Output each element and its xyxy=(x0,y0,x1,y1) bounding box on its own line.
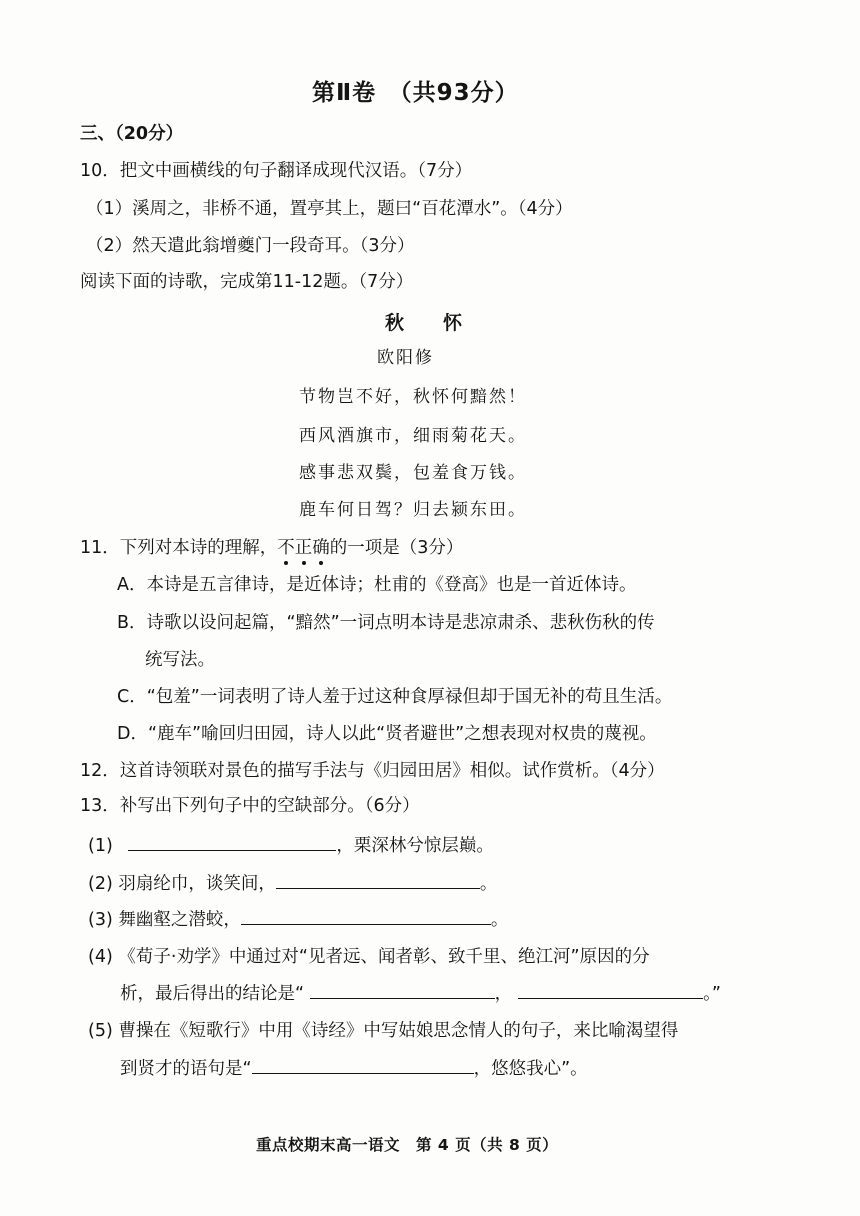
question-11-stem-end: 的一项是（3分） xyxy=(329,538,464,558)
fill-in-blank[interactable] xyxy=(518,980,703,999)
page-footer: 重点校期末高一语文 第 4 页（共 8 页） xyxy=(256,1136,559,1154)
emphasis-dot-char: 不 xyxy=(277,535,295,561)
question-11-option-a: A．本诗是五言律诗，是近体诗；杜甫的《登高》也是一首近体诗。 xyxy=(117,575,637,595)
question-13-item-1 xyxy=(88,832,494,859)
emphasis-dot-char: 正 xyxy=(295,535,313,561)
item-number: (4) xyxy=(88,947,113,967)
question-10-stem: 10．把文中画横线的句子翻译成现代汉语。（7分） xyxy=(80,161,473,181)
item-text: 羽扇纶巾，谈笑间， xyxy=(118,874,276,894)
question-13-item-4-line-1 xyxy=(88,944,650,970)
item-text: 。 xyxy=(490,910,509,930)
fill-in-blank[interactable] xyxy=(310,980,495,999)
poem-line-2: 西风酒旗市，细雨菊花天。 xyxy=(299,426,527,446)
item-text: 《荀子·劝学》中通过对“见者远、闻者彰、致千里、绝江河”原因的分 xyxy=(118,947,650,967)
question-11-stem xyxy=(80,535,463,561)
fill-in-blank[interactable] xyxy=(276,870,480,889)
question-13-stem: 13．补写出下列句子中的空缺部分。（6分） xyxy=(80,796,420,816)
item-text: 舞幽壑之潜蛟， xyxy=(118,910,241,930)
item-text: ，悠悠我心”。 xyxy=(473,1059,588,1079)
section-title: 第Ⅱ卷 （共93分） xyxy=(312,80,519,106)
item-text: 。” xyxy=(703,984,721,1004)
question-10-item-2: （2）然天遣此翁增夔门一段奇耳。（3分） xyxy=(86,236,415,256)
item-text: ，栗深林兮惊层巅。 xyxy=(336,836,494,856)
fill-in-blank[interactable] xyxy=(252,1055,474,1074)
poem-title: 秋 怀 xyxy=(385,312,473,334)
poem-line-1: 节物岂不好，秋怀何黯然！ xyxy=(299,387,527,407)
section-three-heading: 三、（20分） xyxy=(80,124,184,144)
poem-reading-instruction: 阅读下面的诗歌，完成第11-12题。（7分） xyxy=(80,272,414,292)
item-number: (2) xyxy=(88,874,113,894)
question-11-option-c: C．“包羞”一词表明了诗人羞于过这种食厚禄但却于国无补的苟且生活。 xyxy=(117,687,673,707)
question-13-item-5-line-2 xyxy=(120,1055,588,1082)
question-11-stem-start: 11．下列对本诗的理解， xyxy=(80,538,278,558)
question-13-item-4-line-2 xyxy=(120,980,721,1007)
item-number: (5) xyxy=(88,1021,113,1041)
question-10-item-1: （1）溪周之，非桥不通，置亭其上，题曰“百花潭水”。（4分） xyxy=(86,199,573,219)
question-13-item-3 xyxy=(88,906,508,933)
question-11-option-b: B．诗歌以设问起篇，“黯然”一词点明本诗是悲凉肃杀、悲秋伤秋的传 xyxy=(117,613,655,633)
item-text: ， xyxy=(494,984,513,1004)
question-11-option-b-continued: 统写法。 xyxy=(145,650,215,670)
emphasis-dot-char: 确 xyxy=(312,535,330,561)
question-11-option-d: D．“鹿车”喻回归田园，诗人以此“贤者避世”之想表现对权贵的蔑视。 xyxy=(117,724,657,744)
question-12-stem: 12．这首诗领联对景色的描写手法与《归园田居》相似。试作赏析。（4分） xyxy=(80,761,665,781)
item-text: 。 xyxy=(479,874,498,894)
item-text: 析，最后得出的结论是“ xyxy=(120,984,305,1004)
item-text: 曹操在《短歌行》中用《诗经》中写姑娘思念情人的句子，来比喻渴望得 xyxy=(118,1021,679,1041)
poem-author: 欧阳修 xyxy=(377,348,434,368)
item-text: 到贤才的语句是“ xyxy=(120,1059,252,1079)
fill-in-blank[interactable] xyxy=(128,832,336,851)
question-13-item-2 xyxy=(88,870,497,897)
fill-in-blank[interactable] xyxy=(241,906,491,925)
item-number: (3) xyxy=(88,910,113,930)
question-13-item-5-line-1 xyxy=(88,1018,678,1044)
poem-line-3: 感事悲双鬓，包羞食万钱。 xyxy=(299,463,527,483)
item-number: (1) xyxy=(88,836,113,856)
poem-line-4: 鹿车何日驾？归去颍东田。 xyxy=(299,500,527,520)
